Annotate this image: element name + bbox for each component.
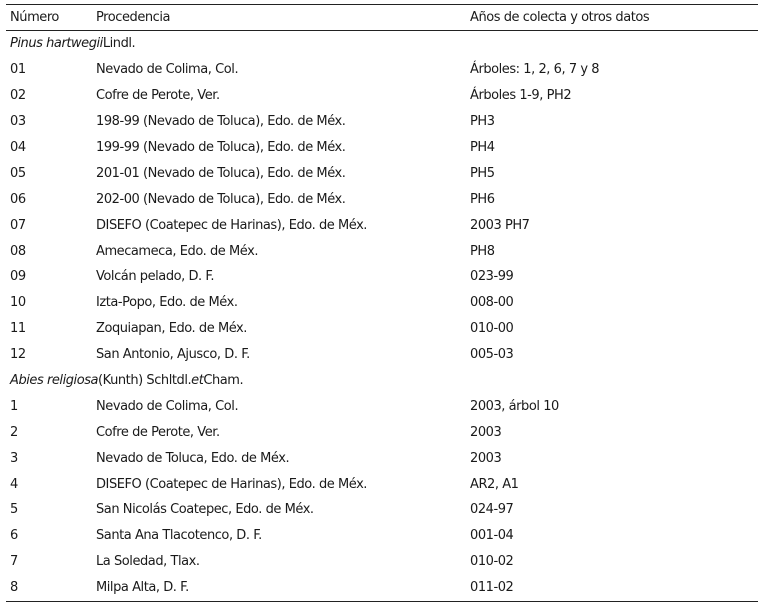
table-row — [6, 212, 758, 238]
table-row — [6, 497, 758, 523]
species-heading — [6, 368, 758, 394]
cell-numero: 7 — [10, 554, 18, 570]
cell-datos: 011-02 — [470, 580, 514, 596]
table-body — [6, 31, 758, 601]
cell-datos: 010-00 — [470, 321, 514, 337]
cell-procedencia: DISEFO (Coatepec de Harinas), Edo. de Méx. — [96, 217, 367, 233]
table-row — [6, 342, 758, 368]
cell-procedencia: 202-00 (Nevado de Toluca), Edo. de Méx. — [96, 191, 346, 207]
table-row — [6, 83, 758, 109]
cell-datos: 2003 PH7 — [470, 217, 530, 233]
cell-procedencia: Cofre de Perote, Ver. — [96, 88, 220, 104]
species-heading-normal2: Cham. — [203, 373, 244, 389]
table-row — [6, 238, 758, 264]
bottom-rule — [6, 601, 758, 602]
cell-numero: 4 — [10, 476, 18, 492]
table-row — [6, 419, 758, 445]
cell-numero: 10 — [10, 295, 26, 311]
table-row — [6, 135, 758, 161]
provenance-table — [6, 4, 758, 602]
table-row — [6, 316, 758, 342]
cell-numero: 11 — [10, 321, 26, 337]
cell-procedencia: Milpa Alta, D. F. — [96, 580, 189, 596]
table-row — [6, 264, 758, 290]
header-procedencia: Procedencia — [96, 10, 171, 25]
cell-datos: 008-00 — [470, 295, 514, 311]
cell-numero: 06 — [10, 191, 26, 207]
table-row — [6, 186, 758, 212]
cell-procedencia: Amecameca, Edo. de Méx. — [96, 243, 259, 259]
cell-datos: PH8 — [470, 243, 495, 259]
cell-datos: 2003 — [470, 450, 502, 466]
species-heading — [6, 31, 758, 57]
cell-numero: 12 — [10, 347, 26, 363]
species-heading-italic2: et — [191, 373, 204, 389]
cell-procedencia: Izta-Popo, Edo. de Méx. — [96, 295, 238, 311]
cell-procedencia: Nevado de Colima, Col. — [96, 62, 239, 78]
cell-numero: 04 — [10, 140, 26, 155]
header-numero: Número — [10, 10, 59, 25]
cell-datos: 024-97 — [470, 502, 514, 518]
cell-procedencia: Cofre de Perote, Ver. — [96, 424, 220, 440]
cell-numero: 8 — [10, 580, 18, 596]
cell-numero: 07 — [10, 217, 26, 233]
table-row — [6, 57, 758, 83]
cell-datos: PH4 — [470, 140, 495, 155]
cell-procedencia: 198-99 (Nevado de Toluca), Edo. de Méx. — [96, 114, 346, 130]
cell-datos: 010-02 — [470, 554, 514, 570]
cell-procedencia: Nevado de Toluca, Edo. de Méx. — [96, 450, 290, 466]
cell-numero: 6 — [10, 528, 18, 544]
cell-numero: 03 — [10, 114, 26, 130]
cell-datos: 005-03 — [470, 347, 514, 363]
cell-datos: 2003 — [470, 424, 502, 440]
species-heading-normal: Lindl. — [102, 36, 136, 52]
cell-procedencia: San Nicolás Coatepec, Edo. de Méx. — [96, 502, 314, 518]
cell-numero: 01 — [10, 62, 26, 78]
cell-numero: 3 — [10, 450, 18, 466]
cell-datos: PH5 — [470, 165, 495, 181]
table-row — [6, 471, 758, 497]
cell-datos: AR2, A1 — [470, 476, 519, 492]
species-heading-italic: Pinus hartwegii — [10, 36, 103, 52]
cell-numero: 5 — [10, 502, 18, 518]
cell-procedencia: La Soledad, Tlax. — [96, 554, 200, 570]
table-row — [6, 523, 758, 549]
cell-procedencia: Volcán pelado, D. F. — [96, 269, 215, 285]
cell-procedencia: 201-01 (Nevado de Toluca), Edo. de Méx. — [96, 165, 346, 181]
cell-datos: PH3 — [470, 114, 495, 130]
cell-procedencia: DISEFO (Coatepec de Harinas), Edo. de Méx. — [96, 476, 367, 492]
species-heading-normal: (Kunth) Schltdl. — [98, 373, 192, 389]
header-anios: Años de colecta y otros datos — [470, 10, 650, 25]
cell-datos: Árboles: 1, 2, 6, 7 y 8 — [470, 62, 600, 78]
cell-numero: 2 — [10, 424, 18, 440]
cell-datos: 001-04 — [470, 528, 514, 544]
cell-datos: 2003, árbol 10 — [470, 398, 559, 414]
cell-procedencia: Santa Ana Tlacotenco, D. F. — [96, 528, 262, 544]
cell-procedencia: Zoquiapan, Edo. de Méx. — [96, 321, 247, 337]
header-row — [6, 5, 758, 30]
table-row — [6, 549, 758, 575]
cell-numero: 02 — [10, 88, 26, 104]
table-row — [6, 290, 758, 316]
cell-numero: 1 — [10, 398, 18, 414]
table-row — [6, 109, 758, 135]
cell-procedencia: Nevado de Colima, Col. — [96, 398, 239, 414]
cell-procedencia: 199-99 (Nevado de Toluca), Edo. de Méx. — [96, 140, 346, 155]
cell-numero: 08 — [10, 243, 26, 259]
table-row — [6, 445, 758, 471]
table-row — [6, 393, 758, 419]
cell-datos: 023-99 — [470, 269, 514, 285]
cell-datos: Árboles 1-9, PH2 — [470, 88, 572, 104]
table-row — [6, 575, 758, 601]
cell-numero: 09 — [10, 269, 26, 285]
species-heading-italic: Abies religiosa — [10, 373, 99, 389]
cell-procedencia: San Antonio, Ajusco, D. F. — [96, 347, 250, 363]
cell-numero: 05 — [10, 165, 26, 181]
table-row — [6, 160, 758, 186]
cell-datos: PH6 — [470, 191, 495, 207]
